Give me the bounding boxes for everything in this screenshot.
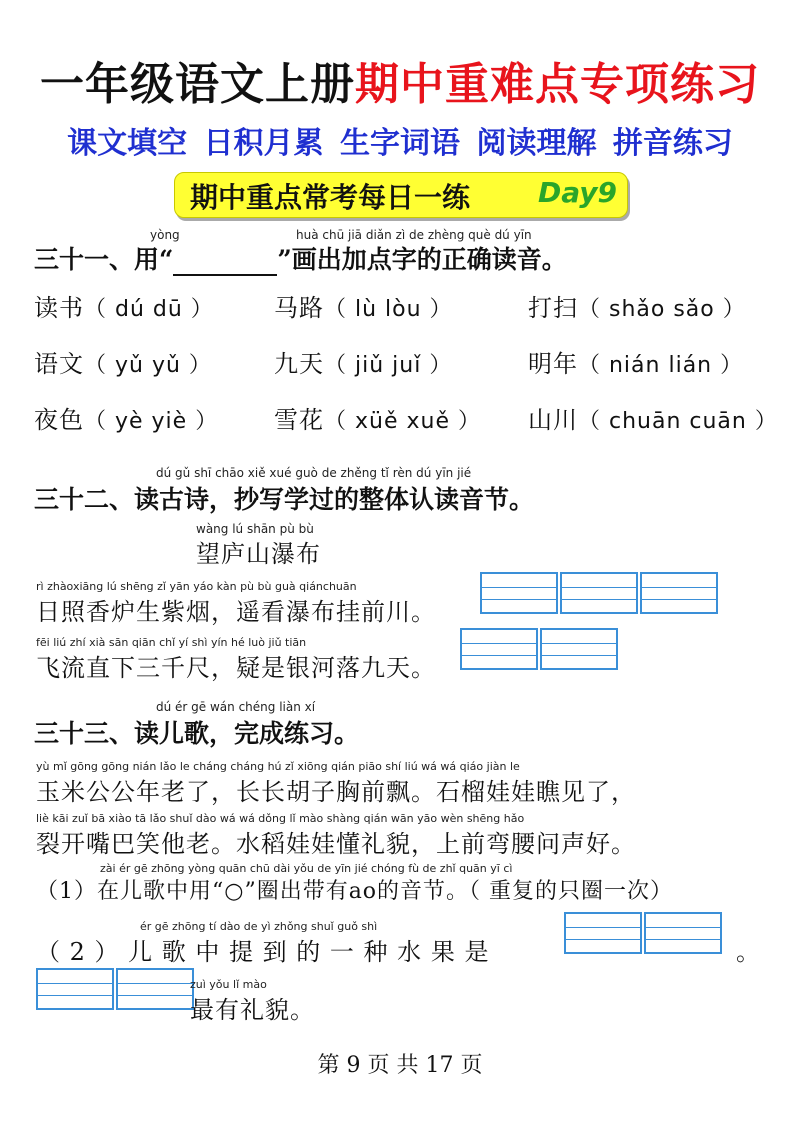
poem-line1: 日照香炉生紫烟，遥看瀑布挂前川。 [36,598,436,626]
sub-question-2: （ 2 ） 儿 歌 中 提 到 的 一 种 水 果 是 [36,938,490,966]
q31-item-1 [34,288,214,323]
q31-item-word: 语文 [34,350,84,378]
q31-heading [34,240,567,276]
poem-line2-pinyin: fēi liú zhí xià sān qiān chǐ yí shì yín hé luò jiǔ tiān [36,636,307,649]
q31-item-4 [34,344,212,379]
poem-line2: 飞流直下三千尺，疑是银河落九天。 [36,654,436,682]
poem-line1-pinyin: rì zhàoxiāng lú shēng zǐ yān yáo kàn pù bù guà qiánchuān [36,580,357,593]
answer-boxes-4 [36,968,196,1010]
q31-item-word: 明年 [528,350,578,378]
writing-box[interactable] [460,628,538,670]
page-number: 第 9 页 共 17 页 [317,1053,483,1078]
song-line1: 玉米公公年老了，长长胡子胸前飘。石榴娃娃瞧见了， [36,778,636,806]
song-line1-pinyin: yù mǐ gōng gōng nián lǎo le cháng cháng hú zǐ xiōng qián piāo shí liú wá wá qiáo jiàn le [36,760,520,773]
q31-pinyin-rest: huà chū jiā diǎn zì de zhèng què dú yīn [296,228,532,242]
q31-heading-b: ”画出加点字的正确读音。 [277,245,567,274]
q31-item-word: 打扫 [528,294,578,322]
banner-day: Day9 [538,176,618,209]
writing-box[interactable] [560,572,638,614]
q31-item-7 [34,400,218,435]
song-line2-pinyin: liè kāi zuǐ bā xiào tā lǎo shuǐ dào wá wá dǒng lǐ mào shàng qián wān yāo wèn shēng hǎo [36,812,525,825]
q31-item-9 [528,400,778,435]
q31-item-word: 九天 [274,350,324,378]
sub-question-1: （1）在儿歌中用“○”圈出带有ao的音节。（ 重复的只圈一次） [36,879,674,904]
q31-item-3 [528,288,746,323]
answer-boxes-1 [480,572,720,614]
poem-title: 望庐山瀑布 [196,540,321,568]
sub3-pinyin: zuì yǒu lǐ mào [190,978,267,991]
q32-heading: 三十二、读古诗，抄写学过的整体认读音节。 [34,485,535,514]
q31-item-word: 夜色 [34,406,84,434]
sub2-pinyin: ér gē zhōng tí dào de yì zhǒng shuǐ guǒ shì [140,920,378,933]
q31-pinyin-yong: yòng [150,228,180,242]
writing-box[interactable] [564,912,642,954]
title-red: 期中重难点专项练习 [355,59,760,110]
banner-text: 期中重点常考每日一练 [190,181,471,214]
writing-box[interactable] [480,572,558,614]
answer-boxes-2 [460,628,620,670]
title-black: 一年级语文上册 [40,59,355,110]
q31-heading-a: 三十一、用“ [34,245,174,274]
q31-item-options: （ xüě xuě ） [324,409,481,434]
q31-item-options: （ shǎo sǎo ） [578,297,746,322]
q31-item-2 [274,288,453,323]
writing-box[interactable] [540,628,618,670]
q33-heading-pinyin: dú ér gē wán chéng liàn xí [156,700,316,714]
q31-item-word: 山川 [528,406,578,434]
q31-blank-line [173,252,277,276]
q33-heading: 三十三、读儿歌，完成练习。 [34,719,360,748]
poem-title-pinyin: wàng lú shān pù bù [196,522,314,536]
writing-box[interactable] [644,912,722,954]
q31-item-word: 读书 [34,294,84,322]
q31-item-5 [274,344,452,379]
sub-question-2-end: 。 [736,938,761,966]
q31-item-options: （ chuān cuān ） [578,409,778,434]
q31-item-6 [528,344,743,379]
q32-heading-pinyin: dú gǔ shī chāo xiě xué guò de zhěng tǐ rèn dú yīn jié [156,466,472,480]
q31-item-word: 马路 [274,294,324,322]
page-title [0,48,800,112]
q31-item-options: （ yǔ yǔ ） [84,353,212,378]
writing-box[interactable] [640,572,718,614]
q31-item-options: （ lù lòu ） [324,297,453,322]
sub1-pinyin: zài ér gē zhōng yòng quān chū dài yǒu de yīn jié chóng fù de zhǐ quān yī cì [100,862,513,875]
q31-item-word: 雪花 [274,406,324,434]
answer-boxes-3 [564,912,724,954]
song-line2: 裂开嘴巴笑他老。水稻娃娃懂礼貌，上前弯腰问声好。 [36,830,636,858]
sub-question-3: 最有礼貌。 [190,996,315,1024]
q31-item-options: （ dú dū ） [84,297,214,322]
q31-item-options: （ yè yiè ） [84,409,219,434]
writing-box[interactable] [116,968,194,1010]
q31-item-options: （ jiǔ juǐ ） [324,353,453,378]
q31-item-8 [274,400,481,435]
q31-item-options: （ nián lián ） [578,353,744,378]
page-subtitle: 课文填空 日积月累 生字词语 阅读理解 拼音练习 [67,126,733,161]
writing-box[interactable] [36,968,114,1010]
